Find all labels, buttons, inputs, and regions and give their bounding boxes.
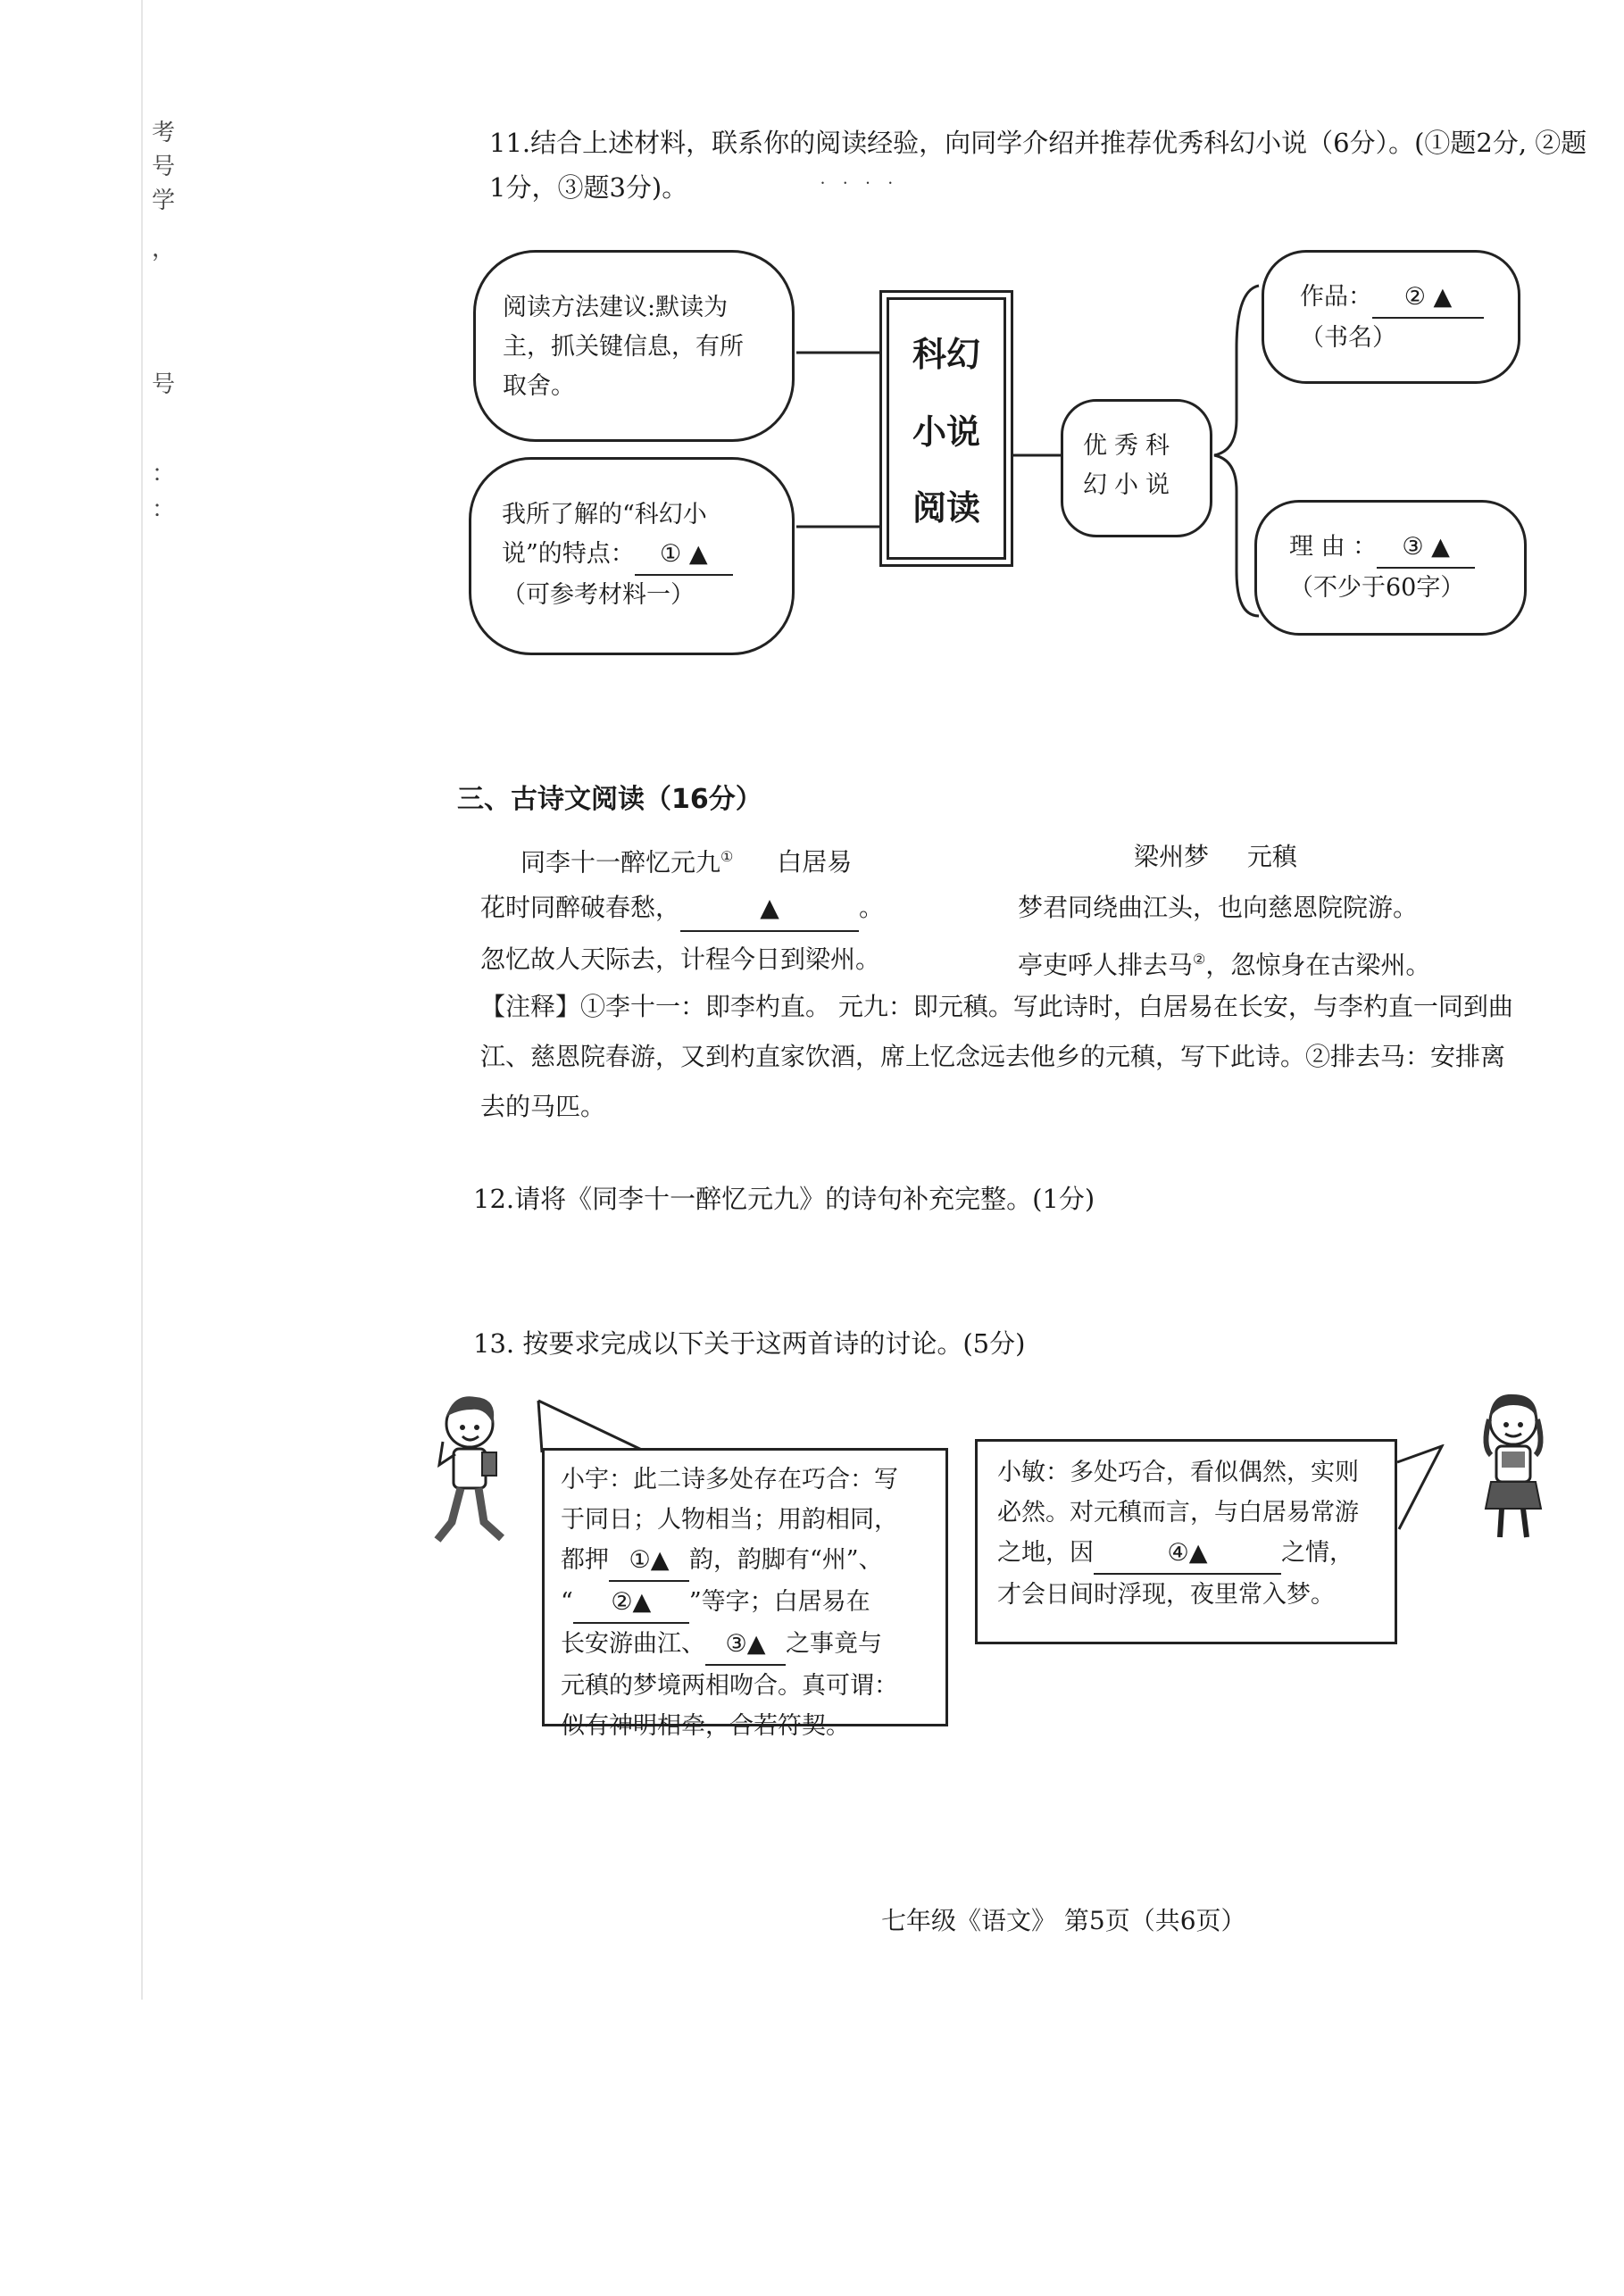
mindmap-reason: 理 由 ： ③ ▲ （不少于60字） <box>1254 500 1527 636</box>
poem1-line2: 忽忆故人天际去，计程今日到梁州。 <box>480 944 881 974</box>
poem1-title: 同李十一醉忆元九 <box>521 847 721 878</box>
page-footer: 七年级《语文》 第5页（共6页） <box>881 1906 1246 1935</box>
center-text-2: 小说 <box>912 412 980 452</box>
blank-rhyme[interactable]: ①▲ <box>609 1540 689 1582</box>
q11-text-b: ，向同学介绍并推荐优秀科幻小说（6分）。(①题2分, ②题 <box>919 128 1587 158</box>
blank-3[interactable]: ③ ▲ <box>1377 528 1475 569</box>
q11-text-a: 11.结合上述材料，联系你的 <box>489 128 816 158</box>
blank-1[interactable]: ① ▲ <box>635 535 733 576</box>
blank-rhyme-word[interactable]: ②▲ <box>573 1582 689 1624</box>
girl-cartoon-icon <box>1464 1384 1562 1544</box>
poem2-title: 梁州梦 <box>1134 842 1210 871</box>
mindmap-work-title: 作品： ② ▲ （书名） <box>1262 250 1520 384</box>
poem2-line1: 梦君同绕曲江头，也向慈恩院院游。 <box>1018 893 1419 922</box>
margin-char: 号 <box>152 154 176 180</box>
margin-char: ， <box>152 236 176 262</box>
blank-2[interactable]: ② ▲ <box>1372 278 1484 319</box>
poem2-line2: 亭吏呼人排去马②，忽惊身在古梁州。 <box>1018 950 1431 980</box>
poem-blank[interactable]: ▲ <box>680 886 859 932</box>
poem1-title-line: 同李十一醉忆元九① 白居易 <box>521 847 853 878</box>
q11-emphasis: 阅读经验 • • • • <box>815 128 919 158</box>
center-text-3: 阅读 <box>912 488 980 528</box>
center-text-1: 科幻 <box>912 335 980 374</box>
poem2-author: 元稹 <box>1246 842 1297 871</box>
mindmap-scifi-features: 我所了解的“科幻小 说”的特点： ① ▲ （可参考材料一） <box>469 457 795 655</box>
mindmap-excellent-scifi: 优秀科幻小说 <box>1061 399 1212 537</box>
blank-emotion[interactable]: ④▲ <box>1094 1533 1281 1575</box>
xiaomin-speech: 小敏：多处巧合，看似偶然，实则 必然。对元稹而言，与白居易常游 之地，因 ④▲ 之情， 才会日间时浮现，夜里常入梦。 <box>975 1439 1397 1644</box>
xiaoyu-bubble-tail <box>531 1397 656 1455</box>
section-3-title: 三、古诗文阅读（16分） <box>457 784 762 815</box>
margin-char: ： <box>152 496 176 523</box>
poem2-title-line <box>1134 835 1297 879</box>
question-13: 13. 按要求完成以下关于这两首诗的讨论。(5分) <box>473 1328 1026 1359</box>
mindmap-center-box <box>879 290 1013 567</box>
poem1-line1: 花时同醉破春愁， ▲ 。 <box>480 886 884 932</box>
margin-char: 考 <box>152 120 176 146</box>
question-11-line2: 1分，③题3分)。 <box>489 172 688 203</box>
poem1-author: 白居易 <box>777 847 853 878</box>
mindmap-reading-method: 阅读方法建议:默读为主，抓关键信息，有所取舍。 <box>473 250 795 442</box>
blank-event[interactable]: ③▲ <box>705 1624 786 1666</box>
margin-char: 学 <box>152 187 176 214</box>
question-12: 12.请将《同李十一醉忆元九》的诗句补充完整。(1分) <box>473 1184 1095 1214</box>
margin-char: 号 <box>152 371 176 398</box>
xiaoyu-speech: 小宇：此二诗多处存在巧合：写 于同日；人物相当；用韵相同， 都押 ①▲ 韵，韵脚有“州”、 “ ②▲ ”等字；白居易在 长安游曲江、 ③▲ 之事竟与 元稹的梦境两相吻合。真可谓： 似有神明相牵，合若符契。 <box>542 1448 948 1726</box>
notes: 【注释】①李十一：即李杓直。 元九：即元稹。写此诗时，白居易在长安，与李杓直一同到曲 江、慈恩院春游，又到杓直家饮酒，席上忆念远去他乡的元稹，写下此诗。②排去马：安排离 去的马匹。 <box>480 992 1513 1121</box>
xiaomin-bubble-tail <box>1388 1444 1451 1534</box>
margin-char: ： <box>152 461 176 487</box>
boy-cartoon-icon <box>427 1388 516 1549</box>
